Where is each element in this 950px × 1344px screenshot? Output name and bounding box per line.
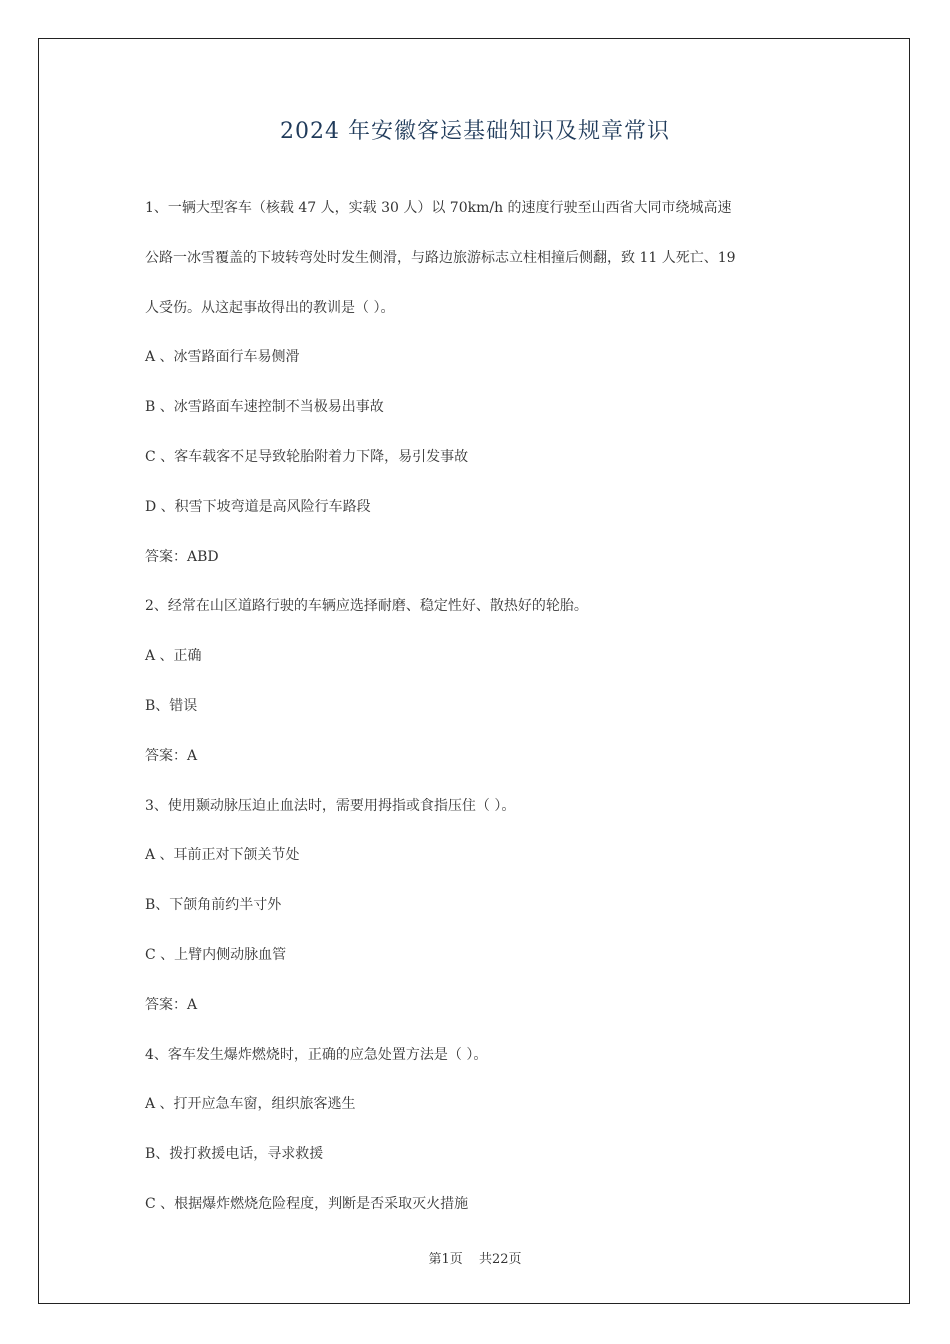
document-title: 2024 年安徽客运基础知识及规章常识 xyxy=(280,119,670,144)
q3-option-a: A 、耳前正对下颌关节处 xyxy=(145,847,300,864)
q4-text: 4、客车发生爆炸燃烧时，正确的应急处置方法是（ ）。 xyxy=(145,1046,488,1063)
q1-option-c: C 、客车载客不足导致轮胎附着力下降，易引发事故 xyxy=(145,448,469,465)
q4-option-a: A 、打开应急车窗，组织旅客逃生 xyxy=(145,1096,356,1113)
q2-answer: 答案：A xyxy=(145,747,198,764)
q2-text: 2、经常在山区道路行驶的车辆应选择耐磨、稳定性好、散热好的轮胎。 xyxy=(145,598,588,615)
q1-option-b: B 、冰雪路面车速控制不当极易出事故 xyxy=(145,399,384,416)
document-body xyxy=(145,198,810,1244)
q4-option-b: B、拨打救援电话，寻求救援 xyxy=(145,1146,324,1163)
q1-text-line-1: 1、一辆大型客车（核载 47 人，实载 30 人）以 70km/h 的速度行驶至山西省大同市绕城高速 xyxy=(145,200,732,216)
q3-option-b: B、下颌角前约半寸外 xyxy=(145,897,282,914)
q3-text: 3、使用颞动脉压迫止血法时，需要用拇指或食指压住（ ）。 xyxy=(145,797,516,814)
q4-option-c: C 、根据爆炸燃烧危险程度，判断是否采取灭火措施 xyxy=(145,1195,469,1212)
q1-answer: 答案：ABD xyxy=(145,548,219,565)
q2-option-b: B、错误 xyxy=(145,697,198,714)
page-total: 共22页 xyxy=(478,1252,522,1267)
page-footer xyxy=(0,1248,950,1267)
page-number: 第1页 xyxy=(428,1252,463,1267)
q3-answer: 答案：A xyxy=(145,996,198,1013)
q1-text-line-3: 人受伤。从这起事故得出的教训是（ ）。 xyxy=(145,299,395,316)
q1-text-line-2: 公路一冰雪覆盖的下坡转弯处时发生侧滑，与路边旅游标志立柱相撞后侧翻，致 11 人死亡、19 xyxy=(145,249,736,266)
q1-option-a: A 、冰雪路面行车易侧滑 xyxy=(145,349,300,366)
q1-option-d: D 、积雪下坡弯道是高风险行车路段 xyxy=(145,498,371,515)
q2-option-a: A 、正确 xyxy=(145,648,202,665)
q3-option-c: C 、上臂内侧动脉血管 xyxy=(145,946,287,963)
